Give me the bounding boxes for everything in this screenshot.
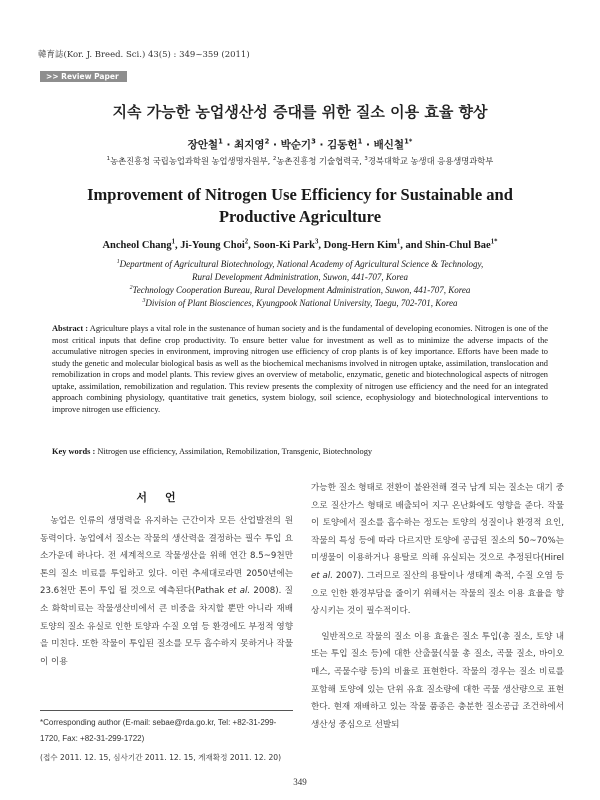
author-sup: 1 bbox=[357, 137, 363, 146]
affil-text: Department of Agricultural Biotechnology, National Academy of Agricultural Science & Technology, bbox=[119, 259, 484, 269]
author-sup: 1 bbox=[218, 137, 223, 146]
affiliation bbox=[0, 258, 600, 271]
received-dates: (접수 2011. 12. 15, 심사기간 2011. 12. 15, 게재확정 2011. 12. 20) bbox=[40, 753, 282, 762]
affil-text: Division of Plant Biosciences, Kyungpook National University, Taegu, 702-701, Korea bbox=[145, 298, 458, 308]
footnote-divider bbox=[40, 710, 293, 711]
author-name: 최지영 bbox=[234, 139, 265, 151]
author-name: 배신철 bbox=[373, 139, 405, 151]
corresponding-author-footnote: *Corresponding author (E-mail: sebae@rda.go.kr, Tel: +82-31-299-1720, Fax: +82-31-299-1722) bbox=[40, 718, 277, 743]
article-type-badge: >> Review Paper bbox=[40, 71, 127, 82]
author-name: 박순기 bbox=[280, 139, 312, 151]
korean-authors: 장안철$^1$ · 최지영$^2$ · 박순기$^3$ · 김동헌$^1$ · 배신철$^{1*}$ bbox=[187, 137, 413, 151]
english-title bbox=[0, 184, 600, 228]
keywords bbox=[52, 447, 548, 456]
body-paragraph: 가능한 질소 형태로 전환이 불완전해 결국 남게 되는 질소는 대기 중으로 질산가스 형태로 배출되어 지구 온난화에도 영향을 준다. 작물이 토양에서 질소를 흡수하는 정도는 토양의 성질이나 환경적 요인, 작물의 특성 등에 따라 다르지만 토양에 공급된 질소의 50~70%는 미생물이 이용하거나 용탈로 의해 유실되는 것으로 추정된다(Hirel et al. 2007). 그러므로 질산의 용탈이나 생태계 축적, 수질 오염 등으로 인한 환경부담을 줄이기 위해서는 작물의 질소 이용 효율을 향상시키는 것이 필수적이다. bbox=[311, 483, 564, 617]
page-number: 349 bbox=[293, 777, 307, 787]
author-sup: 3 bbox=[311, 137, 316, 146]
author-sup: 1 bbox=[396, 238, 401, 246]
author-name: Dong-Hern Kim bbox=[323, 240, 397, 251]
body-column-right bbox=[311, 480, 564, 734]
affil-sup: 2 bbox=[129, 285, 133, 291]
affiliation bbox=[0, 297, 600, 310]
affil-text: 농촌진흥청 기술협력국, bbox=[276, 156, 365, 166]
english-title-line: Productive Agriculture bbox=[218, 207, 382, 226]
affil-sup: 2 bbox=[272, 156, 277, 163]
korean-title: 지속 가능한 농업생산성 증대를 위한 질소 이용 효율 향상 bbox=[112, 103, 488, 121]
author-name: 김동헌 bbox=[327, 139, 358, 151]
author-name: Ji-Young Choi bbox=[180, 240, 245, 251]
abstract-text: Agriculture plays a vital role in the sustenance of human society and is the fundamental of developing economies. Nitrogen is one of the most critical inputs that define crop productivity. To ensure better value for investment as well as to minimize the adverse impacts of the accumulative nitrogen species in environment, improving nitrogen use efficiency of crop plants is of key importance. Efforts have been made to study the genetic and molecular biological basis as well as the biochemical mechanisms involved in nitrogen uptake, assimilation, translocation and remobilization in crops and model plants. This review gives an overview of metabolic, enzymatic, genetic and biotechnological aspects of nitrogen uptake, assimilation, remobilization and regulation. This review presents the complexity of nitrogen use efficiency and the need for an integrated approach combining physiology, quantitative trait genetics, system biology, soil science, ecophysiology and biotechnological interventions to improve nitrogen use efficiency. bbox=[52, 324, 548, 414]
section-heading: 서언 bbox=[136, 491, 194, 504]
author-name: Soon-Ki Park bbox=[253, 240, 315, 251]
author-sup: 1 bbox=[171, 238, 176, 246]
affil-text: 경북대학교 농생대 응용생명과학부 bbox=[367, 156, 494, 166]
author-name: Ancheol Chang bbox=[102, 240, 172, 251]
affil-text: Technology Cooperation Bureau, Rural Development Administration, Suwon, 441-707, Korea bbox=[132, 285, 471, 295]
body-paragraph: 농업은 인류의 생명력을 유지하는 근간이자 모든 산업발전의 원동력이다. 농업에서 질소는 작물의 생산력을 결정하는 필수 투입 요소가운데 하나다. 전 세계적으로 작물생산을 위해 연간 8.5~9천만 톤의 질소 비료를 투입하고 있다. 이런 추세대로라면 2050년에는 23.6천만 톤이 투입 될 것으로 예측된다(Pathak et al. 2008). 질소 화학비료는 작물생산비에서 큰 비중을 차지할 뿐만 아니라 재배토양의 질소 유실로 인한 토양과 수질 오염 등 환경에도 부정적 영향을 미친다. 또한 작물이 투입된 질소를 모두 흡수하지 못하거나 작물이 이용 bbox=[40, 516, 293, 667]
journal-citation: 韓育誌(Kor. J. Breed. Sci.) 43(5) : 349~359 (2011) bbox=[38, 50, 250, 60]
english-affiliations bbox=[0, 258, 600, 310]
body-column-left bbox=[40, 513, 293, 671]
affil-text: 농촌진흥청 국립농업과학원 농업생명자원부, bbox=[110, 156, 273, 166]
author-sup: 1* bbox=[490, 238, 498, 246]
affil-sup: 1 bbox=[106, 156, 111, 163]
author-sup: 2 bbox=[244, 238, 249, 246]
english-authors: Ancheol Chang$^1$, Ji-Young Choi$^2$, Soon-Ki Park$^3$, Dong-Hern Kim$^1$, and Shin-Chul Bae$^{1*}$ bbox=[102, 238, 498, 251]
author-sup: 1* bbox=[404, 137, 413, 146]
english-title-line: Improvement of Nitrogen Use Efficiency for Sustainable and bbox=[87, 185, 513, 204]
author-name: 장안철 bbox=[187, 139, 219, 151]
abstract bbox=[52, 323, 548, 415]
affil-sup: 3 bbox=[364, 156, 368, 163]
keywords-label: Key words : bbox=[52, 447, 96, 456]
keywords-text: Nitrogen use efficiency, Assimilation, Remobilization, Transgenic, Biotechnology bbox=[97, 447, 373, 456]
body-paragraph: 일반적으로 작물의 질소 이용 효율은 질소 투입(총 질소, 토양 내 또는 투입 질소 등)에 대한 산출물(식물 총 질소, 곡물 질소, 바이오매스, 곡물수량 등)의 비율로 표현한다. 작물의 경우는 질소 비료를 포함해 토양에 있는 단위 유효 질소량에 대한 곡물 생산량으로 표현한다. 현재 재배하고 있는 작물 품종은 충분한 질소공급 조건하에서 생산성 중심으로 선발되 bbox=[311, 631, 564, 730]
author-sup: 3 bbox=[314, 238, 319, 246]
author-sup: 2 bbox=[264, 137, 270, 146]
affiliation-cont: Rural Development Administration, Suwon, 441-707, Korea bbox=[192, 272, 408, 282]
abstract-label: Abstract : bbox=[52, 324, 89, 333]
affiliation bbox=[0, 284, 600, 297]
affil-sup: 3 bbox=[142, 298, 146, 304]
korean-affiliations bbox=[0, 155, 600, 167]
author-name: Shin-Chul Bae bbox=[425, 240, 491, 251]
affil-sup: 1 bbox=[116, 259, 120, 265]
